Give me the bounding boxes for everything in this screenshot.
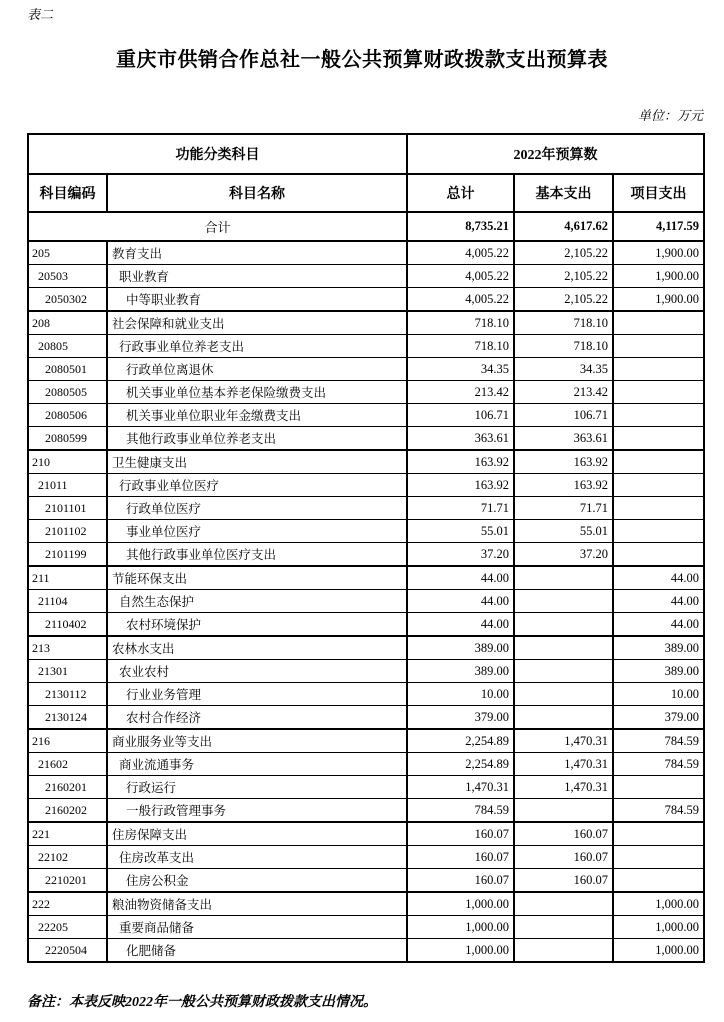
table-header	[28, 134, 704, 212]
table-row	[28, 683, 704, 706]
cell-basic: 160.07	[514, 846, 613, 869]
table-row	[28, 636, 704, 660]
cell-name: 粮油物资储备支出	[107, 892, 407, 916]
cell-project: 44.00	[613, 590, 704, 613]
cell-code: 21301	[28, 660, 107, 683]
cell-name: 自然生态保护	[107, 590, 407, 613]
cell-code: 2220504	[28, 939, 107, 963]
table-row	[28, 404, 704, 427]
cell-project: 1,900.00	[613, 288, 704, 312]
cell-basic: 34.35	[514, 358, 613, 381]
cell-code: 210	[28, 450, 107, 474]
cell-basic: 163.92	[514, 450, 613, 474]
footer-note: 备注：本表反映2022年一般公共预算财政拨款支出情况。	[27, 995, 377, 1010]
cell-total: 718.10	[407, 335, 514, 358]
unit-note: 单位：万元	[637, 108, 703, 123]
cell-project	[613, 846, 704, 869]
grand-total-row	[28, 212, 704, 241]
cell-total: 160.07	[407, 846, 514, 869]
cell-project: 1,000.00	[613, 916, 704, 939]
cell-code: 2110402	[28, 613, 107, 637]
cell-total: 34.35	[407, 358, 514, 381]
cell-basic: 213.42	[514, 381, 613, 404]
cell-name: 一般行政管理事务	[107, 799, 407, 823]
cell-total: 363.61	[407, 427, 514, 451]
table-row	[28, 590, 704, 613]
cell-basic: 718.10	[514, 335, 613, 358]
cell-project	[613, 427, 704, 451]
cell-project	[613, 358, 704, 381]
cell-project: 44.00	[613, 613, 704, 637]
cell-total: 163.92	[407, 450, 514, 474]
table-row	[28, 474, 704, 497]
header-basic-expenditure: 基本支出	[514, 174, 613, 212]
cell-project: 389.00	[613, 636, 704, 660]
header-subject-name: 科目名称	[107, 174, 407, 212]
cell-code: 2130112	[28, 683, 107, 706]
cell-code: 2101101	[28, 497, 107, 520]
cell-name: 行政事业单位养老支出	[107, 335, 407, 358]
cell-total: 389.00	[407, 660, 514, 683]
cell-code: 2130124	[28, 706, 107, 730]
cell-basic	[514, 706, 613, 730]
table-row	[28, 613, 704, 637]
cell-basic	[514, 892, 613, 916]
cell-name: 节能环保支出	[107, 566, 407, 590]
cell-basic	[514, 636, 613, 660]
cell-total: 44.00	[407, 590, 514, 613]
cell-project: 1,900.00	[613, 265, 704, 288]
cell-basic: 2,105.22	[514, 241, 613, 265]
cell-basic: 55.01	[514, 520, 613, 543]
grand-total-basic: 4,617.62	[514, 212, 613, 241]
cell-name: 职业教育	[107, 265, 407, 288]
cell-project	[613, 543, 704, 567]
cell-total: 2,254.89	[407, 729, 514, 753]
table-row	[28, 450, 704, 474]
cell-project: 784.59	[613, 799, 704, 823]
cell-code: 2160202	[28, 799, 107, 823]
cell-basic	[514, 590, 613, 613]
header-total: 总计	[407, 174, 514, 212]
cell-total: 37.20	[407, 543, 514, 567]
cell-basic	[514, 613, 613, 637]
cell-code: 20805	[28, 335, 107, 358]
cell-basic: 1,470.31	[514, 729, 613, 753]
cell-name: 商业服务业等支出	[107, 729, 407, 753]
cell-name: 重要商品储备	[107, 916, 407, 939]
cell-name: 教育支出	[107, 241, 407, 265]
cell-code: 22102	[28, 846, 107, 869]
cell-total: 1,470.31	[407, 776, 514, 799]
table-row	[28, 288, 704, 312]
cell-code: 208	[28, 311, 107, 335]
header-budget-2022: 2022年预算数	[407, 134, 704, 174]
cell-code: 2050302	[28, 288, 107, 312]
header-group-row	[28, 134, 704, 174]
table-row	[28, 892, 704, 916]
header-subject-code: 科目编码	[28, 174, 107, 212]
cell-name: 行业业务管理	[107, 683, 407, 706]
table-row	[28, 311, 704, 335]
cell-name: 卫生健康支出	[107, 450, 407, 474]
header-project-expenditure: 项目支出	[613, 174, 704, 212]
cell-basic: 37.20	[514, 543, 613, 567]
cell-name: 农村合作经济	[107, 706, 407, 730]
cell-total: 55.01	[407, 520, 514, 543]
cell-code: 2160201	[28, 776, 107, 799]
table-row	[28, 381, 704, 404]
table-row	[28, 753, 704, 776]
table-row	[28, 265, 704, 288]
budget-table	[27, 133, 705, 963]
cell-project: 784.59	[613, 729, 704, 753]
cell-total: 71.71	[407, 497, 514, 520]
cell-basic: 2,105.22	[514, 288, 613, 312]
cell-name: 行政事业单位医疗	[107, 474, 407, 497]
cell-total: 213.42	[407, 381, 514, 404]
cell-name: 农村环境保护	[107, 613, 407, 637]
cell-name: 中等职业教育	[107, 288, 407, 312]
cell-project	[613, 311, 704, 335]
table-row	[28, 939, 704, 963]
cell-project: 784.59	[613, 753, 704, 776]
cell-total: 4,005.22	[407, 265, 514, 288]
cell-code: 221	[28, 822, 107, 846]
table-row	[28, 358, 704, 381]
header-functional-classification: 功能分类科目	[28, 134, 407, 174]
cell-name: 行政单位离退休	[107, 358, 407, 381]
cell-basic: 160.07	[514, 869, 613, 893]
cell-name: 机关事业单位基本养老保险缴费支出	[107, 381, 407, 404]
cell-basic: 718.10	[514, 311, 613, 335]
cell-code: 211	[28, 566, 107, 590]
cell-code: 2080501	[28, 358, 107, 381]
cell-total: 44.00	[407, 566, 514, 590]
cell-basic	[514, 660, 613, 683]
cell-code: 2101102	[28, 520, 107, 543]
cell-total: 2,254.89	[407, 753, 514, 776]
cell-project: 44.00	[613, 566, 704, 590]
cell-basic: 163.92	[514, 474, 613, 497]
cell-code: 216	[28, 729, 107, 753]
cell-name: 化肥储备	[107, 939, 407, 963]
cell-project: 1,000.00	[613, 939, 704, 963]
cell-total: 163.92	[407, 474, 514, 497]
header-columns-row	[28, 174, 704, 212]
cell-code: 2080505	[28, 381, 107, 404]
cell-total: 718.10	[407, 311, 514, 335]
cell-name: 住房改革支出	[107, 846, 407, 869]
cell-code: 222	[28, 892, 107, 916]
cell-basic: 1,470.31	[514, 753, 613, 776]
table-row	[28, 566, 704, 590]
cell-project: 1,900.00	[613, 241, 704, 265]
cell-project	[613, 822, 704, 846]
cell-project	[613, 404, 704, 427]
cell-name: 机关事业单位职业年金缴费支出	[107, 404, 407, 427]
cell-name: 行政运行	[107, 776, 407, 799]
cell-name: 其他行政事业单位医疗支出	[107, 543, 407, 567]
table-row	[28, 660, 704, 683]
cell-total: 10.00	[407, 683, 514, 706]
cell-total: 106.71	[407, 404, 514, 427]
cell-total: 1,000.00	[407, 892, 514, 916]
cell-total: 160.07	[407, 869, 514, 893]
table-row	[28, 241, 704, 265]
cell-name: 其他行政事业单位养老支出	[107, 427, 407, 451]
table-row	[28, 543, 704, 567]
cell-name: 农林水支出	[107, 636, 407, 660]
grand-total-label: 合计	[28, 212, 407, 241]
table-row	[28, 916, 704, 939]
cell-code: 21602	[28, 753, 107, 776]
cell-name: 住房公积金	[107, 869, 407, 893]
cell-project	[613, 450, 704, 474]
cell-code: 205	[28, 241, 107, 265]
cell-project: 1,000.00	[613, 892, 704, 916]
cell-basic: 1,470.31	[514, 776, 613, 799]
cell-basic: 71.71	[514, 497, 613, 520]
cell-basic: 160.07	[514, 822, 613, 846]
cell-name: 事业单位医疗	[107, 520, 407, 543]
table-body	[28, 241, 704, 962]
cell-basic	[514, 799, 613, 823]
cell-code: 2210201	[28, 869, 107, 893]
table-row	[28, 729, 704, 753]
cell-project	[613, 520, 704, 543]
cell-basic: 106.71	[514, 404, 613, 427]
cell-total: 1,000.00	[407, 916, 514, 939]
table-row	[28, 497, 704, 520]
page-title: 重庆市供销合作总社一般公共预算财政拨款支出预算表	[116, 49, 608, 71]
cell-project	[613, 869, 704, 893]
cell-basic: 2,105.22	[514, 265, 613, 288]
cell-basic	[514, 916, 613, 939]
cell-basic	[514, 566, 613, 590]
cell-code: 21011	[28, 474, 107, 497]
cell-name: 住房保障支出	[107, 822, 407, 846]
table-row	[28, 335, 704, 358]
table-row	[28, 427, 704, 451]
cell-total: 160.07	[407, 822, 514, 846]
cell-name: 行政单位医疗	[107, 497, 407, 520]
cell-name: 农业农村	[107, 660, 407, 683]
cell-total: 784.59	[407, 799, 514, 823]
cell-total: 44.00	[407, 613, 514, 637]
cell-code: 213	[28, 636, 107, 660]
cell-name: 商业流通事务	[107, 753, 407, 776]
grand-total-total: 8,735.21	[407, 212, 514, 241]
cell-total: 389.00	[407, 636, 514, 660]
cell-project: 389.00	[613, 660, 704, 683]
table-row	[28, 822, 704, 846]
cell-total: 4,005.22	[407, 241, 514, 265]
cell-basic	[514, 939, 613, 963]
table-number-label: 表二	[27, 7, 54, 22]
table-row	[28, 869, 704, 893]
table-row	[28, 520, 704, 543]
cell-project	[613, 381, 704, 404]
cell-basic: 363.61	[514, 427, 613, 451]
table-row	[28, 706, 704, 730]
cell-project	[613, 776, 704, 799]
cell-project	[613, 474, 704, 497]
table-row	[28, 846, 704, 869]
table-row	[28, 799, 704, 823]
cell-project: 10.00	[613, 683, 704, 706]
cell-project: 379.00	[613, 706, 704, 730]
cell-name: 社会保障和就业支出	[107, 311, 407, 335]
cell-basic	[514, 683, 613, 706]
cell-code: 2080599	[28, 427, 107, 451]
cell-total: 4,005.22	[407, 288, 514, 312]
cell-code: 20503	[28, 265, 107, 288]
grand-total-project: 4,117.59	[613, 212, 704, 241]
cell-code: 22205	[28, 916, 107, 939]
cell-project	[613, 497, 704, 520]
cell-code: 21104	[28, 590, 107, 613]
cell-total: 379.00	[407, 706, 514, 730]
cell-code: 2080506	[28, 404, 107, 427]
cell-total: 1,000.00	[407, 939, 514, 963]
table-row	[28, 776, 704, 799]
cell-code: 2101199	[28, 543, 107, 567]
cell-project	[613, 335, 704, 358]
